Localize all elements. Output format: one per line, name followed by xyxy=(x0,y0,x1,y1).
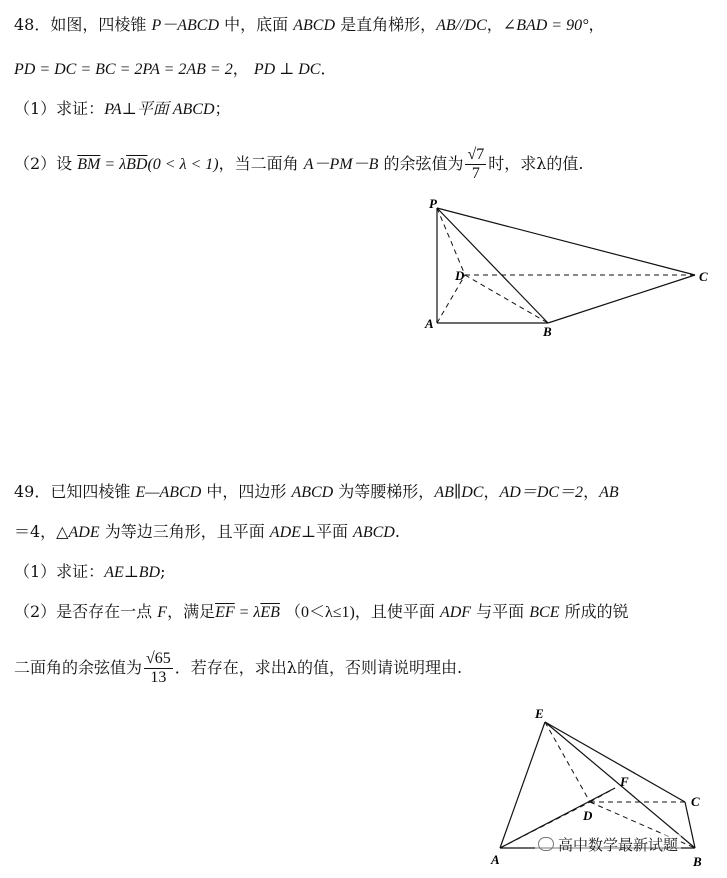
edge-pc xyxy=(437,208,695,275)
label-c: C xyxy=(691,794,700,809)
edge-ea xyxy=(500,722,545,848)
label-a: A xyxy=(491,852,500,867)
watermark: 高中数学最新试题 xyxy=(535,834,681,855)
edge-ed xyxy=(545,722,590,802)
label-b: B xyxy=(693,854,702,869)
q49-part2-line2: 二面角的余弦值为 $\frac{√65}{13}$ ．若存在，求出λ的值，否则请说明理由. xyxy=(14,650,463,686)
label-b: B xyxy=(543,324,552,339)
label-p: P xyxy=(429,196,437,211)
label-d: D xyxy=(583,808,593,823)
label-c: C xyxy=(699,269,708,284)
edge-pb xyxy=(437,208,548,323)
q49-part2-line1: （2）是否存在一点 F，满足$\overline{EF} = \lambda\overline{EB}$ （0＜λ≤1)，且使平面 ADF 与平面 BCE 所成的锐 xyxy=(14,602,629,621)
q48-number: 48． xyxy=(14,15,51,34)
label-d: D xyxy=(455,268,465,283)
edge-db xyxy=(465,275,548,323)
label-a: A xyxy=(425,316,434,331)
q49-line2: ＝4，△ADE 为等边三角形，且平面 ADE⊥平面 ABCD. xyxy=(14,522,400,541)
label-e: E xyxy=(535,706,544,721)
q49-line1: 49．已知四棱锥 E—ABCD 中，四边形 ABCD 为等腰梯形，AB∥DC，AD＝DC＝2，AB xyxy=(14,482,619,501)
q49-fraction: $\frac{√65}{13}$ xyxy=(146,650,171,686)
edge-bc xyxy=(548,275,695,323)
q49-part1: （1）求证：AE⊥BD; xyxy=(14,562,166,581)
q48-fraction: $\frac{√7}{7}$ xyxy=(467,146,485,182)
q48-line1: 48．如图，四棱锥 P－ABCD 中，底面 ABCD 是直角梯形，AB//DC，∠BAD = 90°， xyxy=(14,15,605,34)
q48-part1: （1）求证：PA⊥平面 ABCD； xyxy=(14,99,231,118)
label-f: F xyxy=(620,774,629,789)
wechat-icon xyxy=(538,837,554,851)
edge-ec xyxy=(545,722,685,802)
q48-part2: （2）设 $\overline{BM} = \lambda\overline{BD}(0 < \lambda < 1)$，当二面角 A－PM－B 的余弦值为 $\frac{√7}{7}$ 时，求λ的值. xyxy=(14,146,584,182)
edge-pd xyxy=(437,208,465,275)
q48-line2: PD = DC = BC = 2PA = 2AB = 2， PD ⊥ DC． xyxy=(14,59,337,78)
pyramid-figure-48 xyxy=(415,190,715,340)
q49-number: 49． xyxy=(14,482,51,501)
